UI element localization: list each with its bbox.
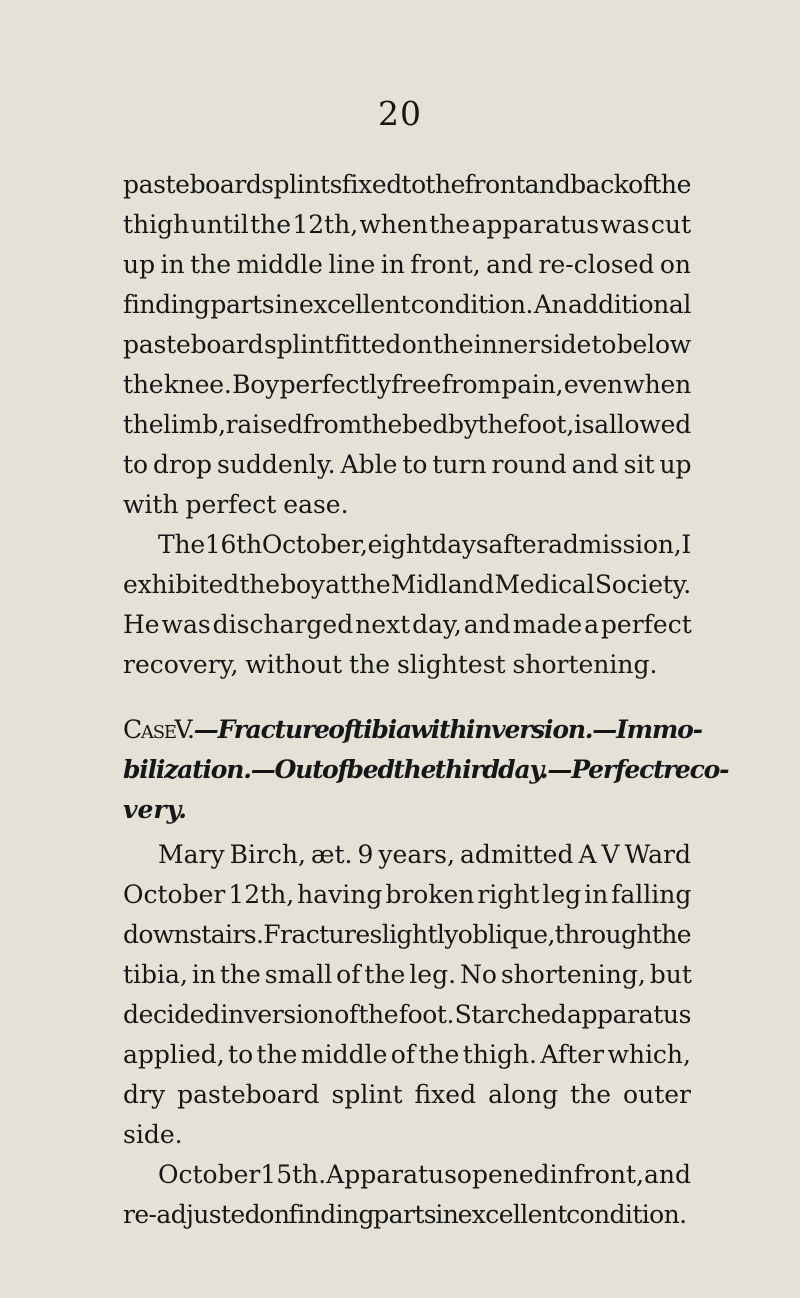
case-heading-line: very. [123,795,187,824]
text-line: applied, to the middle of the thigh. After which, [123,1040,691,1069]
case-label: Case V. [123,715,194,744]
text-line: with perfect ease. [123,490,349,519]
text-line: finding parts in excellent condition. An additional [123,290,691,319]
text-line: the knee. Boy perfectly free from pain, even when [123,370,691,399]
case-heading-line [123,710,702,750]
text-line: pasteboard splints fixed to the front and back of the [123,170,691,199]
text-line: side. [123,1120,183,1149]
text-line: dry pasteboard splint fixed along the outer [123,1080,691,1109]
text-line: decided inversion of the foot. Starched apparatus [123,1000,691,1029]
page-number: 20 [378,94,422,133]
text-line: re-adjusted on finding parts in excellent condition. [123,1200,687,1229]
text-line: tibia, in the small of the leg. No shortening, but [123,960,692,989]
text-line: up in the middle line in front, and re-closed on [123,250,691,279]
case-title-part: —Fracture of tibia with inversion.—Immo- [193,715,702,744]
text-line: Mary Birch, æt. 9 years, admitted A V Ward [158,840,691,869]
text-line: The 16th October, eight days after admission, I [158,530,691,559]
text-line: down stairs. Fracture slightly oblique, through the [123,920,691,949]
text-line: October 12th, having broken right leg in falling [123,880,692,909]
text-line: October 15th. Apparatus opened in front, and [158,1160,691,1189]
text-line: to drop suddenly. Able to turn round and sit up [123,450,692,479]
text-line: exhibited the boy at the Midland Medical Society. [123,570,691,599]
case-heading-line: bilization.—Out of bed the third day.—Perfect reco- [123,755,729,784]
text-line: He was discharged next day, and made a perfect [123,610,692,639]
text-line: thigh until the 12th, when the apparatus was cut [123,210,691,239]
text-line: the limb, raised from the bed by the foot, is allowed [123,410,691,439]
text-line: recovery, without the slightest shortening. [123,650,658,679]
text-line: pasteboard splint fitted on the inner side to below [123,330,691,359]
